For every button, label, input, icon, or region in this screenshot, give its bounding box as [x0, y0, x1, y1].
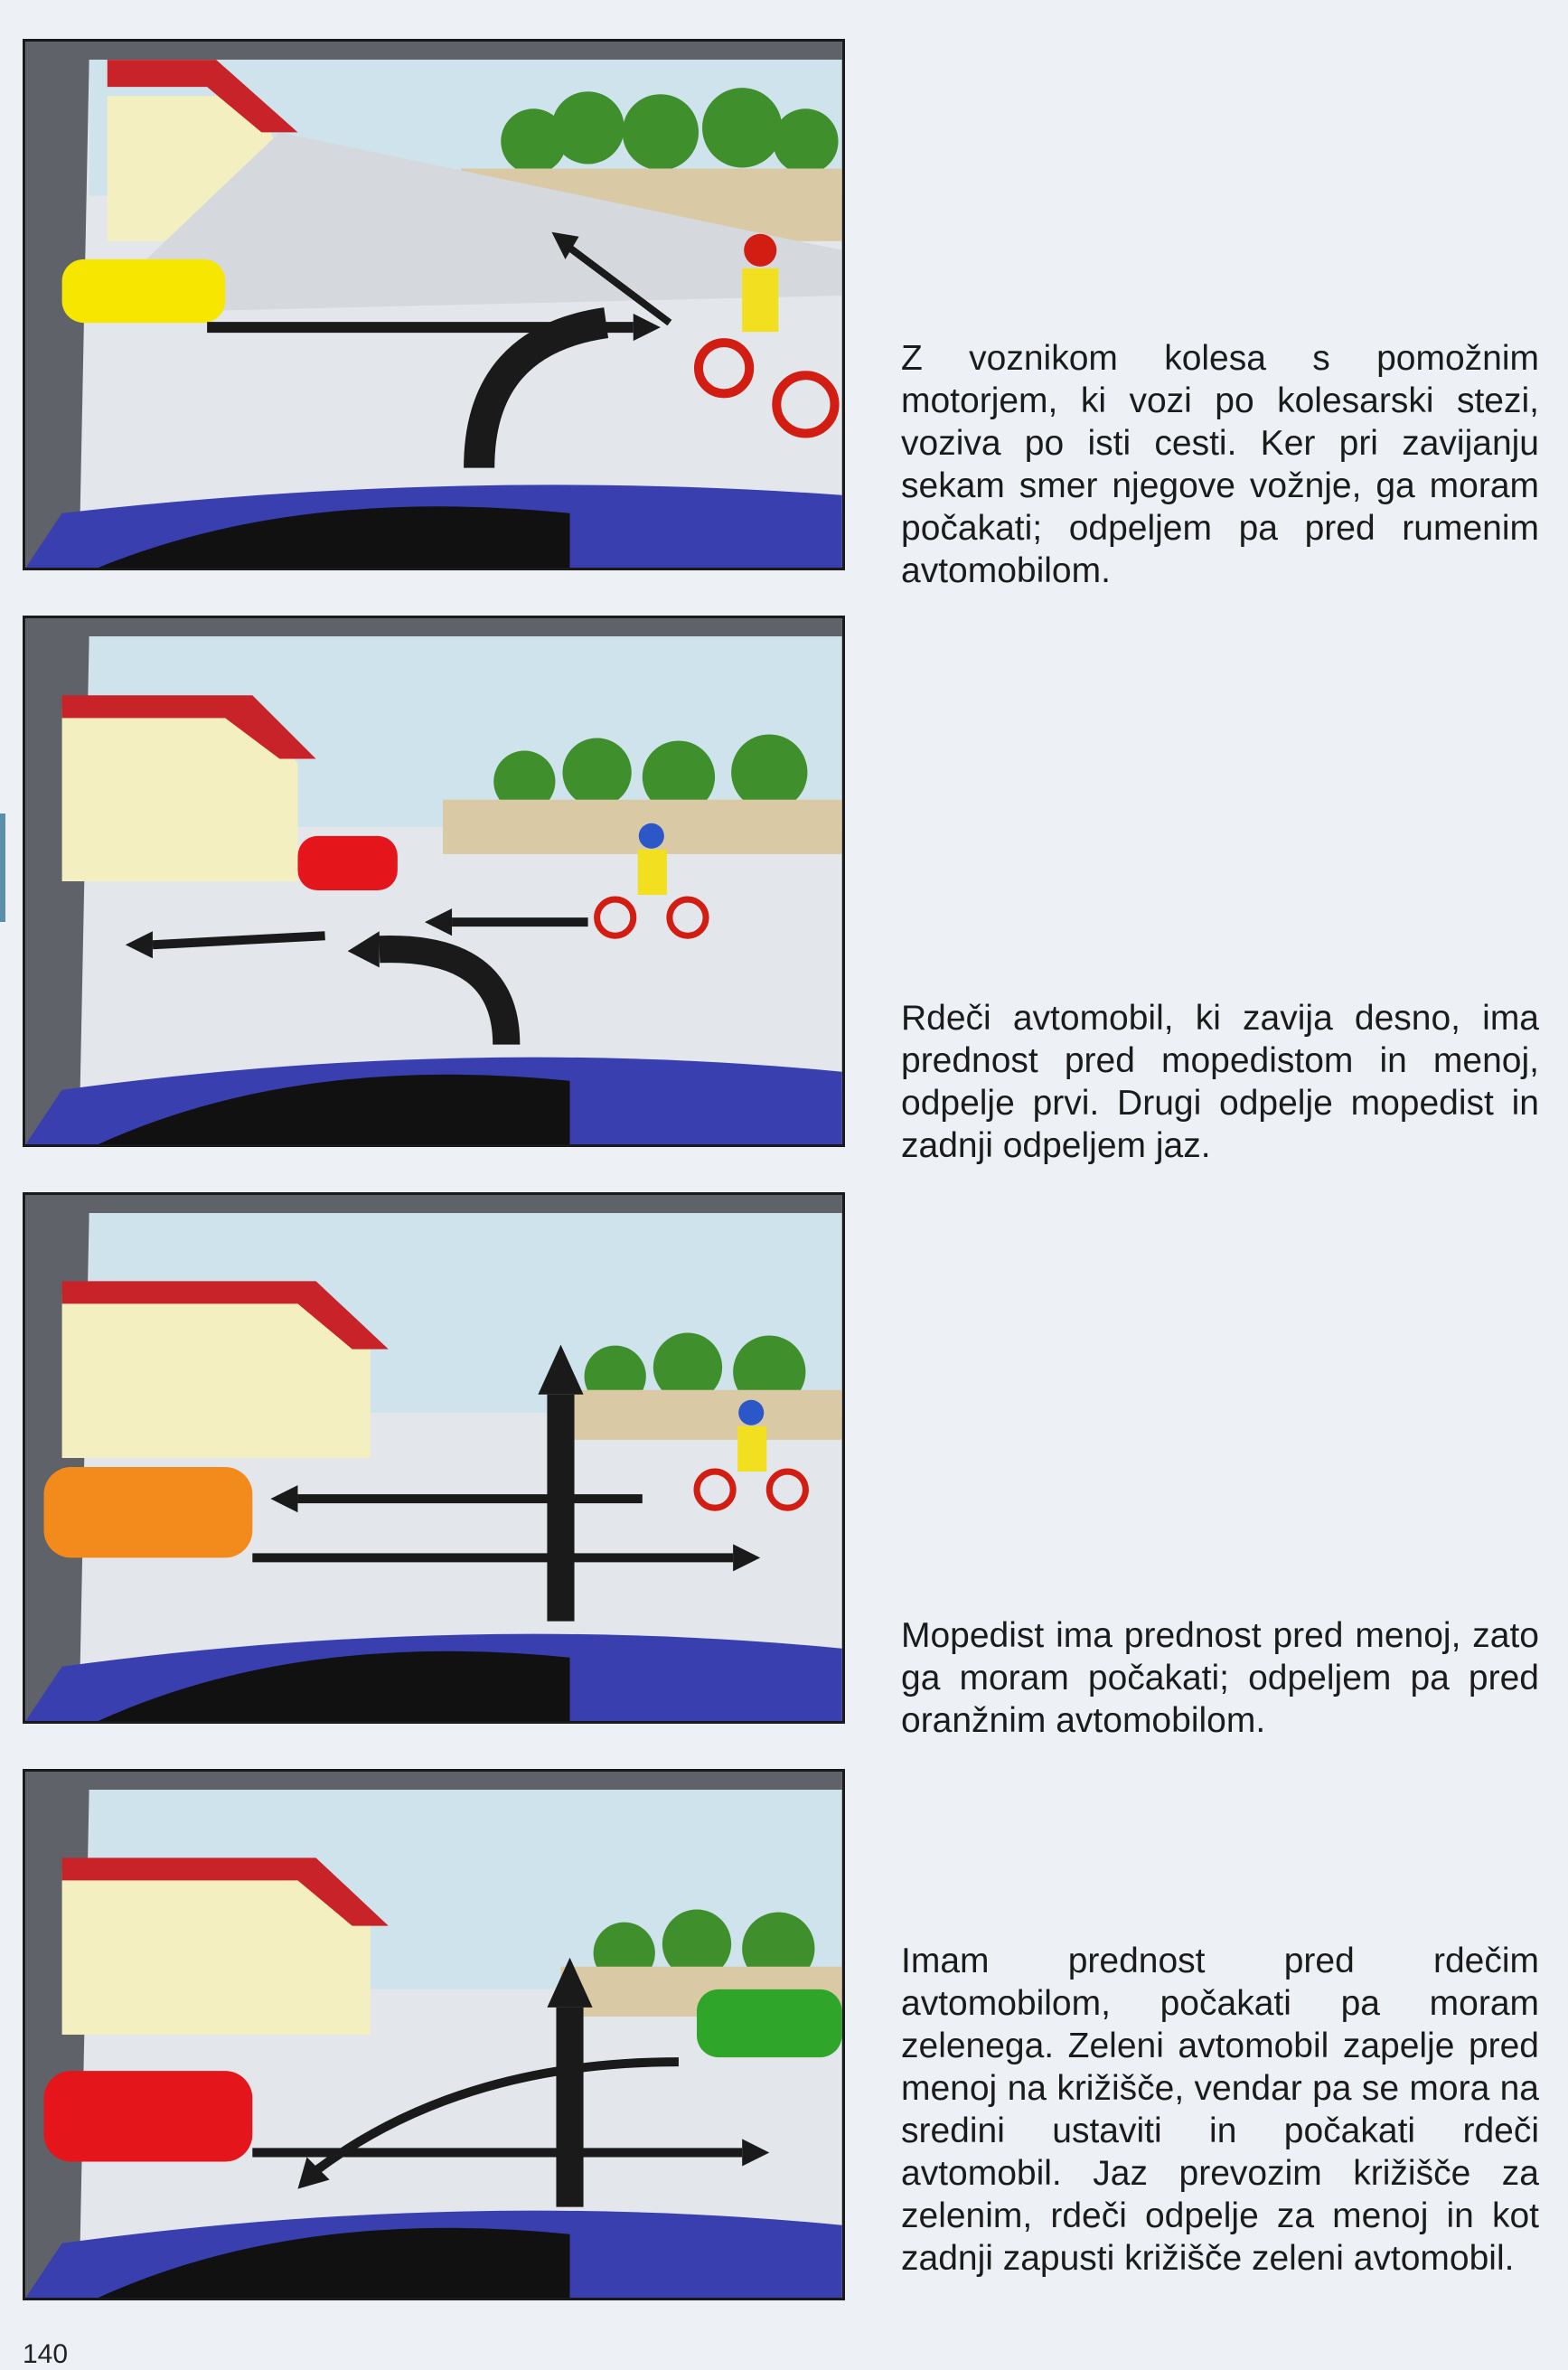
illustration-1: [23, 39, 845, 570]
illustration-3: [23, 1192, 845, 1724]
page-edge-tab: [0, 814, 5, 922]
caption-2: Rdeči avtomobil, ki zavija desno, ima prednost pred mopedistom in menoj, odpelje prvi. Drugi odpelje mopedist in zadnji odpeljem jaz.: [901, 999, 1539, 1165]
scene-2: [25, 618, 842, 1144]
scene-3: [25, 1195, 842, 1721]
green-car: [697, 1989, 842, 2057]
red-car: [297, 836, 397, 890]
yellow-car: [62, 259, 226, 323]
caption-4: Imam prednost pred rdečim avtomobilom, počakati pa moram zelenega. Zeleni avtomobil zapelje pred menoj na križišče, vendar pa se mora na sredini ustaviti in počakati rdeči avtomobil. Jaz prevozim križišče za zelenim, rdeči odpelje za menoj in kot zadnji zapusti križišče zeleni avtomobil.: [901, 1942, 1539, 2278]
scene-4: [25, 1772, 842, 2298]
red-car: [44, 2071, 253, 2161]
caption-1: Z voznikom kolesa s pomožnim motorjem, ki vozi po kolesarski stezi, voziva po isti cesti. Ker pri zavijanju sekam smer njegove vožnje, ga moram počakati; odpeljem pa pred rumenim avtomobilom.: [901, 339, 1539, 590]
illustration-2: [23, 616, 845, 1147]
garden-wall: [551, 1390, 841, 1440]
illustration-4: [23, 1769, 845, 2300]
caption-3: Mopedist ima prednost pred menoj, zato ga moram počakati; odpeljem pa pred oranžnim avtomobilom.: [901, 1616, 1539, 1740]
scene-1: [25, 42, 842, 568]
orange-car: [44, 1467, 253, 1557]
garden-wall: [443, 800, 842, 854]
page-number: 140: [23, 2339, 69, 2369]
